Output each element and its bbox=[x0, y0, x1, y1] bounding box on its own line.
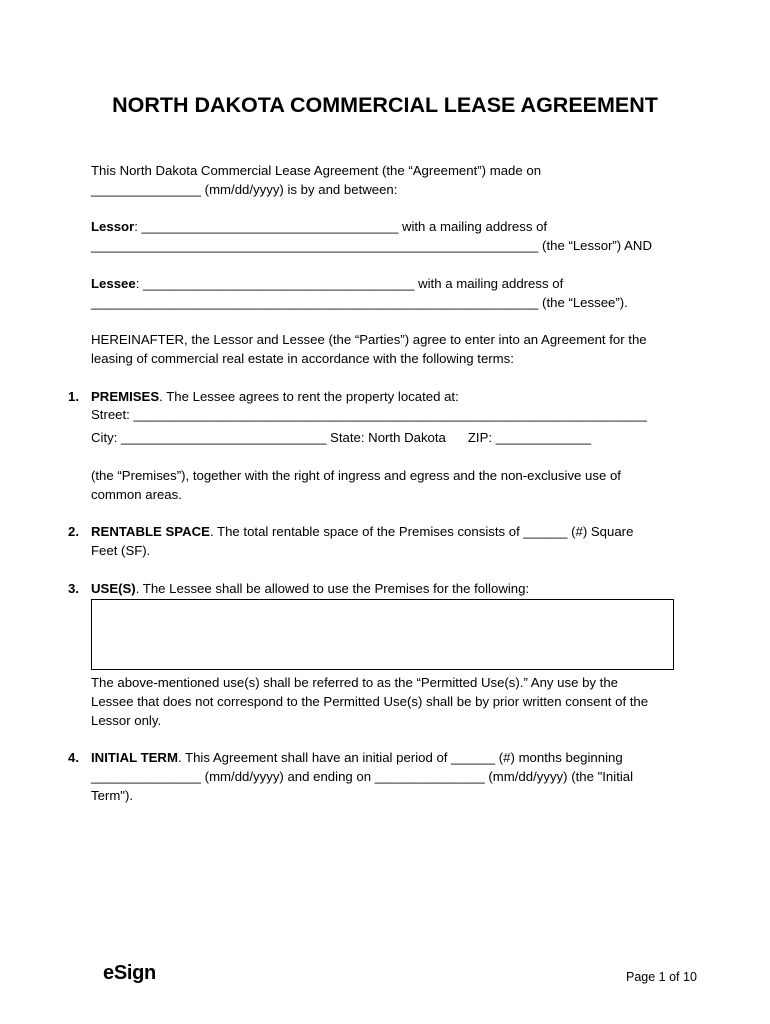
lessee-address-field[interactable]: _____________________________________________________________ (the “Lessee”). bbox=[91, 295, 628, 310]
section-4-heading-line bbox=[91, 750, 623, 766]
section-1-number: 1. bbox=[68, 389, 79, 404]
section-3-text: . The Lessee shall be allowed to use the Premises for the following: bbox=[135, 581, 530, 596]
section-2-line-2: Feet (SF). bbox=[91, 543, 151, 558]
esign-logo: eSign bbox=[103, 962, 156, 984]
term-dates-field[interactable]: _______________ (mm/dd/yyyy) and ending on _______________ (mm/dd/yyyy) (the "Initial bbox=[91, 769, 634, 784]
section-4-line-3: Term"). bbox=[91, 788, 134, 803]
page-number: Page 1 of 10 bbox=[626, 970, 697, 984]
lessor-name-field[interactable]: : ___________________________________ with a mailing address of bbox=[134, 219, 548, 234]
lessor-label: Lessor bbox=[91, 219, 135, 234]
lessee-label: Lessee bbox=[91, 276, 136, 291]
section-2-heading: RENTABLE SPACE bbox=[91, 524, 210, 539]
intro-line-1: This North Dakota Commercial Lease Agreement (the “Agreement”) made on bbox=[91, 163, 542, 178]
intro-line-2: _______________ (mm/dd/yyyy) is by and between: bbox=[91, 182, 398, 197]
premises-note-line-2: common areas. bbox=[91, 487, 182, 502]
uses-after-line-2: Lessee that does not correspond to the Permitted Use(s) shall be by prior written consent of the bbox=[91, 694, 649, 709]
section-3-number: 3. bbox=[68, 581, 79, 596]
premises-note-line-1: (the “Premises”), together with the right of ingress and egress and the non-exclusive use of bbox=[91, 468, 621, 483]
term-months-field[interactable]: . This Agreement shall have an initial period of ______ (#) months beginning bbox=[177, 750, 623, 765]
section-4-number: 4. bbox=[68, 750, 79, 765]
hereinafter-line-1: HEREINAFTER, the Lessor and Lessee (the “Parties”) agree to enter into an Agreement for the bbox=[91, 332, 647, 347]
section-1-text: . The Lessee agrees to rent the property located at: bbox=[159, 389, 459, 404]
section-2-heading-line bbox=[91, 524, 633, 540]
lessor-address-field[interactable]: _____________________________________________________________ (the “Lessor”) AND bbox=[91, 238, 652, 253]
document-title: NORTH DAKOTA COMMERCIAL LEASE AGREEMENT bbox=[112, 93, 658, 117]
section-3-heading-line bbox=[91, 581, 529, 597]
lessee-name-field[interactable]: : _____________________________________ with a mailing address of bbox=[135, 276, 564, 291]
premises-city-state-zip-field[interactable]: City: ____________________________ State: North Dakota ZIP: _____________ bbox=[91, 430, 592, 445]
premises-street-field[interactable]: Street: ______________________________________________________________________ bbox=[91, 407, 647, 422]
section-1-heading-line bbox=[91, 389, 459, 405]
section-4-heading: INITIAL TERM bbox=[91, 750, 178, 765]
uses-after-line-1: The above-mentioned use(s) shall be referred to as the “Permitted Use(s).” Any use by the bbox=[91, 675, 619, 690]
lessee-line-1 bbox=[91, 276, 563, 292]
hereinafter-line-2: leasing of commercial real estate in accordance with the following terms: bbox=[91, 351, 514, 366]
permitted-uses-textbox[interactable] bbox=[91, 599, 674, 670]
rentable-space-field[interactable]: . The total rentable space of the Premises consists of ______ (#) Square bbox=[209, 524, 634, 539]
section-2-number: 2. bbox=[68, 524, 79, 539]
section-3-heading: USE(S) bbox=[91, 581, 136, 596]
section-1-heading: PREMISES bbox=[91, 389, 160, 404]
lessor-line-1 bbox=[91, 219, 547, 235]
uses-after-line-3: Lessor only. bbox=[91, 713, 162, 728]
